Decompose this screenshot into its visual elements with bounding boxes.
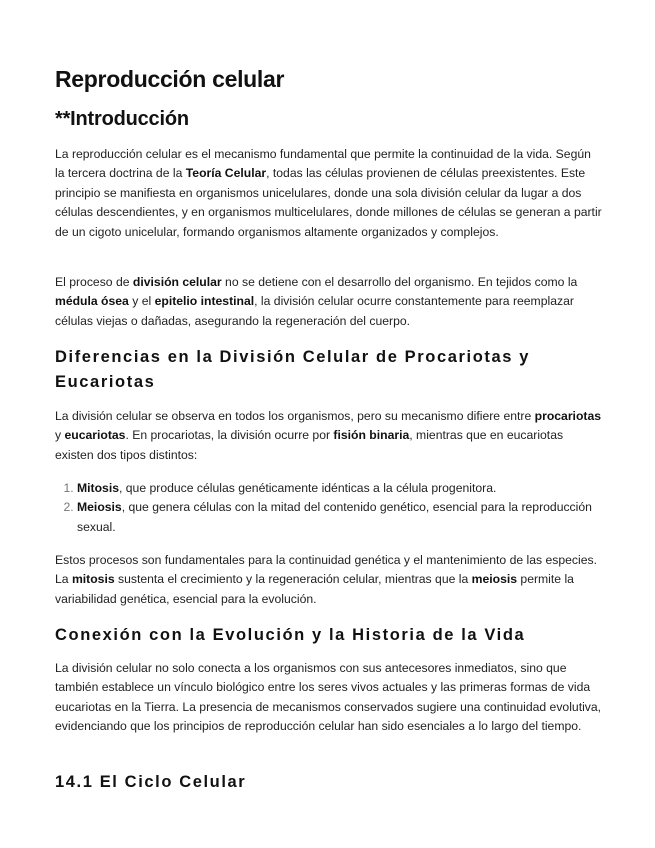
section-1-paragraph-2 <box>55 551 603 609</box>
p2-bold-epitelio-intestinal: epitelio intestinal <box>154 294 255 309</box>
p2-bold-division-celular: división celular <box>132 275 222 289</box>
p3-text-2: y <box>55 428 65 443</box>
list-item-text: , que genera células con la mitad del contenido genético, esencial para la reproducción sexual. <box>77 500 592 534</box>
p4-text-3: permite la variabilidad genética, esencial para la evolución. <box>55 572 574 606</box>
p3-bold-fision-binaria: fisión binaria <box>333 428 410 443</box>
section-heading-conexion: Conexión con la Evolución y la Historia de la Vida <box>55 626 526 644</box>
section-2-paragraph <box>55 659 603 737</box>
section-heading-diferencias: Diferencias en la División Celular de Procariotas y Eucariotas <box>55 348 531 391</box>
division-types-list <box>55 479 603 537</box>
list-item <box>77 498 603 537</box>
p4-bold-mitosis: mitosis <box>71 572 115 587</box>
p1-text-1: La reproducción celular es el mecanismo fundamental que permite la continuidad de la vida. Según la tercera doctrina de la <box>55 147 591 181</box>
list-item-term: Meiosis <box>77 500 122 515</box>
intro-paragraph-2 <box>55 273 603 331</box>
p2-text-2: no se detiene con el desarrollo del organismo. En tejidos como la <box>221 275 578 289</box>
section-1 <box>55 345 603 395</box>
list-item-text: , que produce células genéticamente idénticas a la célula progenitora. <box>118 481 497 495</box>
p2-text-4: , la división celular ocurre constantemente para reemplazar células viejas o dañadas, asegurando la regeneración del cuerpo. <box>55 294 574 328</box>
p3-text-4: , mientras que en eucariotas existen dos tipos distintos: <box>55 428 564 462</box>
p4-text-2: sustenta el crecimiento y la regeneración celular, mientras que la <box>114 572 472 587</box>
section-3 <box>55 770 603 795</box>
page-title: Reproducción celular <box>55 66 285 92</box>
p1-bold-teoria-celular: Teoría Celular <box>185 166 267 181</box>
p2-text-3: y el <box>128 294 155 309</box>
intro-heading: **Introducción <box>55 108 189 130</box>
p5-text: La división celular no solo conecta a los organismos con sus antecesores inmediatos, sino que también establece un vínculo biológico entre los seres vivos actuales y las primeras formas de vida eucariotas en la Tierra. La presencia de mecanismos conservados sugiere una continuidad evolutiva, evidenciando que los principios de reproducción celular han sido esenciales a lo largo del tiempo. <box>55 661 602 734</box>
p3-bold-eucariotas: eucariotas <box>64 428 126 443</box>
p4-text-1: Estos procesos son fundamentales para la continuidad genética y el mantenimiento de las especies. La <box>55 553 597 587</box>
p4-bold-meiosis: meiosis <box>471 572 518 587</box>
p3-bold-procariotas: procariotas <box>534 409 602 423</box>
section-heading-ciclo-celular: 14.1 El Ciclo Celular <box>55 773 247 791</box>
p1-text-2: , todas las células provienen de células preexistentes. Este principio se manifiesta en organismos unicelulares, donde una sola división celular da lugar a dos células descendientes, y en organismos multicelulares, donde millones de células se generan a partir de un cigoto unicelular, formando organismos altamente organizados y complejos. <box>55 166 602 239</box>
intro-paragraph-1 <box>55 145 603 242</box>
p2-text-1: El proceso de <box>55 275 133 289</box>
list-item-term: Mitosis <box>77 481 119 495</box>
p2-bold-medula-osea: médula ósea <box>55 294 129 309</box>
p3-text-1: La división celular se observa en todos los organismos, pero su mecanismo difiere entre <box>55 409 535 423</box>
section-2 <box>55 623 603 648</box>
section-1-paragraph <box>55 407 603 465</box>
list-item <box>77 479 603 498</box>
p3-text-3: . En procariotas, la división ocurre por <box>125 428 334 443</box>
